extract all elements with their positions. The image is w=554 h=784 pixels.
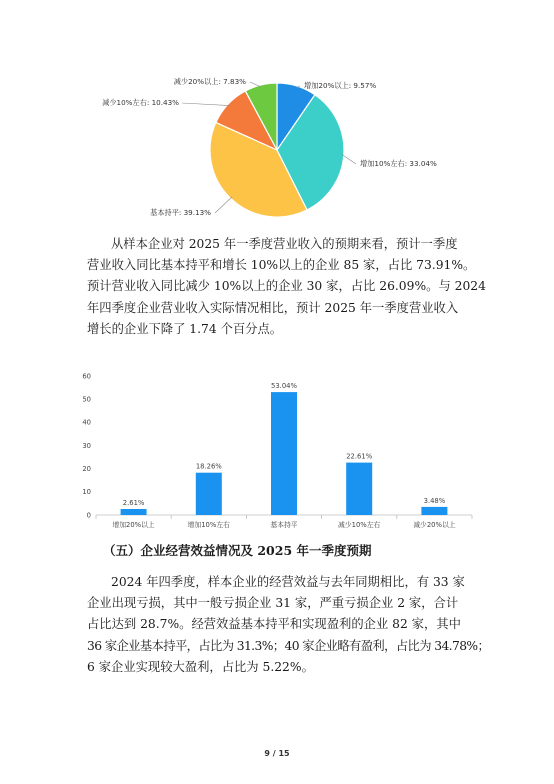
bar-data-label: 2.61% <box>122 499 145 507</box>
paragraph-line: 年四季度企业营业收入实际情况相比，预计 2025 年一季度营业收入 <box>87 300 459 315</box>
pie-slice-label: 减少10%左右: 10.43% <box>102 98 179 107</box>
pie-slice-label: 减少20%以上: 7.83% <box>173 77 246 86</box>
pie-leader-line <box>182 103 230 106</box>
x-category-label: 减少10%左右 <box>338 521 381 529</box>
bar <box>196 473 222 515</box>
bar <box>271 392 297 515</box>
pie-slice-label: 增加10%左右: 33.04% <box>360 159 437 168</box>
y-tick-label: 20 <box>82 465 91 473</box>
y-tick-label: 60 <box>82 372 91 381</box>
bar-data-label: 22.61% <box>346 452 373 461</box>
pie-chart <box>0 0 554 230</box>
y-tick-label: 40 <box>82 418 91 427</box>
y-tick-label: 50 <box>82 395 91 404</box>
paragraph-line: 6 家企业实现较大盈利，占比为 5.22%。 <box>87 659 314 674</box>
y-tick-label: 10 <box>82 488 91 497</box>
y-tick-label: 0 <box>86 511 91 520</box>
bar-data-label: 3.48% <box>423 496 446 505</box>
pie-slice-label: 增加20%以上: 9.57% <box>304 81 377 90</box>
bar <box>346 463 372 515</box>
bar <box>121 509 147 515</box>
x-category-label: 增加10%左右 <box>187 521 230 529</box>
paragraph-revenue-forecast <box>87 234 486 340</box>
pie-leader-line <box>215 197 232 213</box>
x-category-label: 增加20%以上 <box>112 521 155 529</box>
paragraph-line: 36 家企业基本持平，占比为 31.3%；40 家企业略有盈利，占比为 34.78%； <box>87 638 490 653</box>
bar-data-label: 53.04% <box>271 382 297 391</box>
section-heading: （五）企业经营效益情况及 2025 年一季度预期 <box>103 543 372 558</box>
bar-data-label: 18.26% <box>195 462 222 471</box>
page-number: 9 / 15 <box>264 749 290 758</box>
paragraph-profit-status <box>87 572 490 678</box>
x-category-label: 基本持平 <box>270 521 298 529</box>
paragraph-line: 增长的企业下降了 1.74 个百分点。 <box>87 321 283 336</box>
paragraph-line: 2024 年四季度，样本企业的经营效益与去年同期相比，有 33 家 <box>111 575 465 589</box>
pie-slice-label: 基本持平: 39.13% <box>150 208 211 217</box>
paragraph-line: 从样本企业对 2025 年一季度营业收入的预期来看，预计一季度 <box>111 237 458 251</box>
x-category-label: 减少20%以上 <box>413 521 456 529</box>
y-tick-label: 30 <box>82 441 91 450</box>
paragraph-line: 营业收入同比基本持平和增长 10%以上的企业 85 家，占比 73.91%。 <box>87 258 476 273</box>
paragraph-line: 企业出现亏损，其中一般亏损企业 31 家，严重亏损企业 2 家，合计 <box>87 596 459 611</box>
bar <box>421 507 447 515</box>
paragraph-line: 占比达到 28.7%。经营效益基本持平和实现盈利的企业 82 家，其中 <box>87 617 461 632</box>
paragraph-line: 预计营业收入同比减少 10%以上的企业 30 家，占比 26.09%。与 2024 <box>87 279 486 294</box>
